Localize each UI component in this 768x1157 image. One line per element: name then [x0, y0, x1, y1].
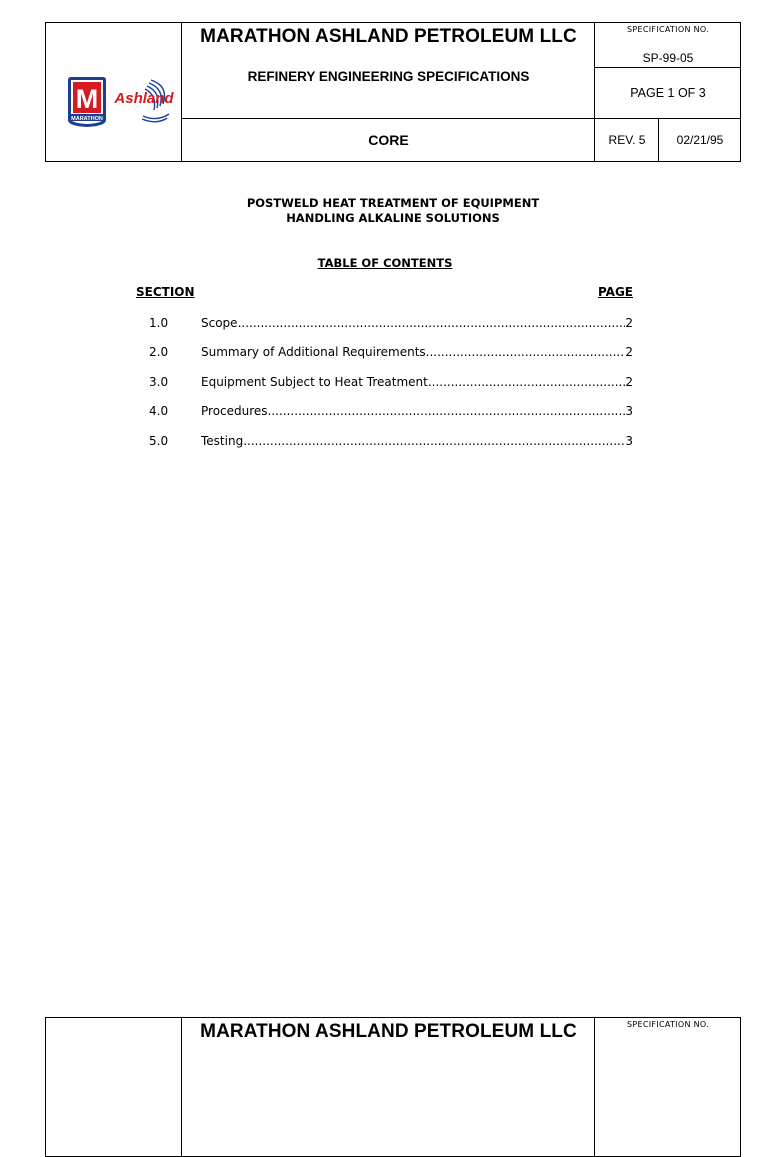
toc-entry-page: 2: [625, 316, 633, 330]
company-name: MARATHON ASHLAND PETROLEUM LLC: [200, 26, 577, 47]
toc-entry-page: 2: [625, 345, 633, 359]
toc-leader-dots: [268, 403, 626, 419]
toc-entry-page: 3: [625, 404, 633, 418]
next-page-company-name: MARATHON ASHLAND PETROLEUM LLC: [200, 1021, 577, 1042]
revision-number: REV. 5: [608, 133, 646, 147]
spec-number-label: SPECIFICATION NO.: [627, 25, 709, 34]
toc-entry-title: Procedures: [201, 404, 268, 418]
toc-entry-number: 1.0: [149, 316, 169, 330]
toc-entry[interactable]: [149, 315, 633, 331]
toc-entry-title: Summary of Additional Requirements: [201, 345, 426, 359]
revision-date: 02/21/95: [676, 133, 724, 147]
ashland-wordmark: Ashland: [114, 90, 174, 107]
marathon-ashland-logo-icon: [65, 76, 175, 128]
toc-page-column-header: PAGE: [597, 285, 633, 299]
marathon-letter: M: [75, 84, 99, 114]
next-page-header-table: [45, 1017, 741, 1157]
toc-leader-dots: [428, 374, 626, 390]
department-name: REFINERY ENGINEERING SPECIFICATIONS: [247, 69, 530, 84]
toc-entry-number: 3.0: [149, 375, 169, 389]
toc-entry-number: 5.0: [149, 434, 169, 448]
toc-entry-number: 2.0: [149, 345, 169, 359]
toc-entry-page: 3: [625, 434, 633, 448]
toc-entry[interactable]: [149, 344, 633, 360]
toc-entry-title: Equipment Subject to Heat Treatment: [201, 375, 428, 389]
toc-entry-title: Scope: [201, 316, 238, 330]
toc-entry[interactable]: [149, 374, 633, 390]
document-title-line-1: POSTWELD HEAT TREATMENT OF EQUIPMENT: [246, 196, 540, 210]
spec-number: SP-99-05: [642, 51, 694, 65]
toc-entry-number: 4.0: [149, 404, 169, 418]
toc-entry-title: Testing: [201, 434, 244, 448]
toc-leader-dots: [238, 315, 626, 331]
toc-leader-dots: [243, 433, 625, 449]
logo-cell: [46, 23, 181, 161]
marathon-ashland-logo: [65, 76, 175, 128]
next-page-spec-number-label: SPECIFICATION NO.: [627, 1020, 709, 1029]
toc-heading: TABLE OF CONTENTS: [317, 256, 453, 270]
toc-entry[interactable]: [149, 403, 633, 419]
toc-section-column-header: SECTION: [136, 285, 195, 299]
page-indicator: PAGE 1 OF 3: [630, 86, 706, 100]
category-label: CORE: [368, 132, 409, 148]
toc-entry-page: 2: [625, 375, 633, 389]
toc-entry[interactable]: [149, 433, 633, 449]
toc-leader-dots: [426, 344, 626, 360]
document-title-line-2: HANDLING ALKALINE SOLUTIONS: [286, 211, 500, 225]
marathon-wordmark: MARATHON: [71, 116, 103, 122]
spec-header-table: [45, 22, 741, 162]
